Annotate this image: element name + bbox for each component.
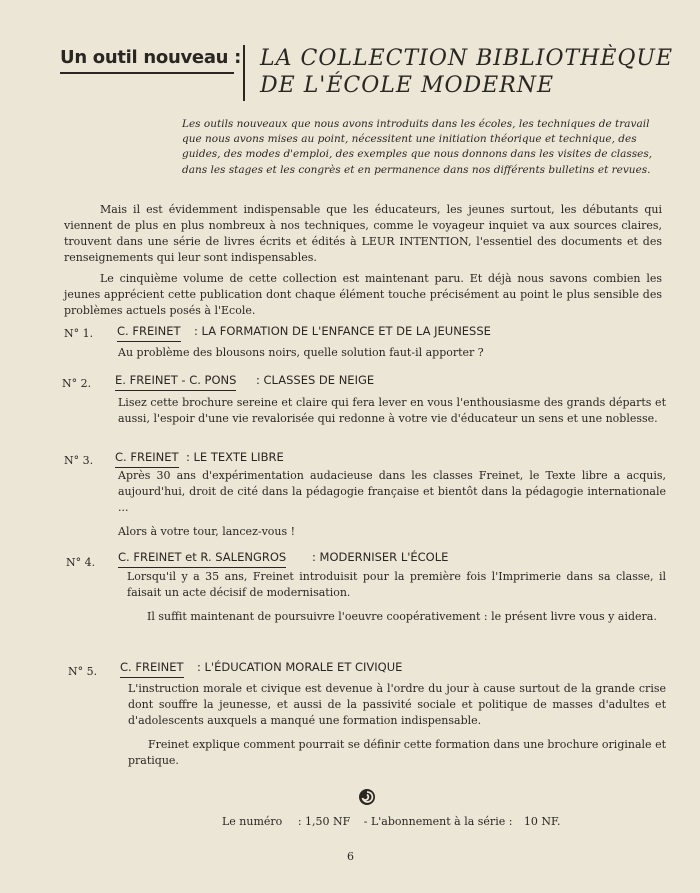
item-title: : L'ÉDUCATION MORALE ET CIVIQUE [197,660,403,674]
item-number: N° 4. [66,556,96,569]
item-desc-text: Il suffit maintenant de poursuivre l'oeuvre coopérativement : le présent livre vous y aidera. [147,610,657,623]
item-author: C. FREINET [120,660,184,678]
item-title: : LA FORMATION DE L'ENFANCE ET DE LA JEUNESSE [194,324,491,338]
page-number: 6 [347,850,354,863]
item-desc-text: Alors à votre tour, lancez-vous ! [118,525,296,538]
subscription-label: - L'abonnement à la série : [363,815,513,828]
item-description [118,395,666,427]
item-description [118,345,666,361]
item-number: N° 3. [64,454,94,467]
header-title-line2: DE L'ÉCOLE MODERNE [260,73,555,98]
spiral-emblem-icon [357,787,377,807]
item-title: : CLASSES DE NEIGE [256,373,375,387]
header-label: Un outil nouveau : [60,47,242,68]
item-desc-text: Lisez cette brochure sereine et claire qui fera lever en vous l'enthousiasme des grands départs et aussi, l'espoir d'une vie revalorisée qui redonne à votre vie d'éducateur un sens et une noblesse. [118,396,666,425]
paragraph-text: Le cinquième volume de cette collection est maintenant paru. Et déjà nous savons combien les jeunes apprécient cette publication dont chaque élément touche précisément au point le plus sensible des problèmes actuels posés à l'Ecole. [64,272,662,317]
item-number: N° 5. [68,665,98,678]
header-label-underline [60,72,234,74]
item-description [127,569,666,625]
item-description [128,681,666,769]
item-author: E. FREINET - C. PONS [115,373,236,391]
item-number: N° 1. [64,327,94,340]
item-author: C. FREINET et R. SALENGROS [118,550,286,568]
item-title: : LE TEXTE LIBRE [186,450,284,464]
item-desc-text: L'instruction morale et civique est devenue à l'ordre du jour à cause surtout de la grande crise dont souffre la jeunesse, et aussi de la passivité sociale et politique de masses d'adultes et d'adolescents auxquels a manqué une formation indispensable. [128,682,666,727]
intro-paragraph [182,117,660,178]
item-description [118,468,666,540]
item-desc-text: Freinet explique comment pourrait se définir cette formation dans une brochure originale et pratique. [128,738,666,767]
body-paragraph-1 [64,202,662,266]
item-title: : MODERNISER L'ÉCOLE [312,550,449,564]
subscription-value: 10 NF. [523,815,561,828]
item-number: N° 2. [62,377,92,390]
header-title-line1: LA COLLECTION BIBLIOTHÈQUE [260,46,674,71]
price-value: : 1,50 NF [297,815,351,828]
item-author: C. FREINET [117,324,181,342]
paragraph-text: Mais il est évidemment indispensable que les éducateurs, les jeunes surtout, les débutants qui viennent de plus en plus nombreux à nos techniques, comme le voyageur inquiet va aux sources claires, trouvent dans une série de livres écrits et édités à LEUR INTENTION, l'essentiel des documents et des renseignements qui leur sont indispensables. [64,203,662,264]
header-divider [243,45,245,101]
item-desc-text: Au problème des blousons noirs, quelle solution faut-il apporter ? [118,346,484,359]
footer-price-line [222,815,560,828]
item-desc-text: Après 30 ans d'expérimentation audacieuse dans les classes Freinet, le Texte libre a acquis, aujourd'hui, droit de cité dans la pédagogie française et bientôt dans la pédagogie internationale ... [118,469,666,514]
body-paragraph-2 [64,271,662,319]
item-desc-text: Lorsqu'il y a 35 ans, Freinet introduisit pour la première fois l'Imprimerie dans sa classe, il faisait un acte décisif de modernisation. [127,570,666,599]
price-label: Le numéro [222,815,283,828]
intro-text: Les outils nouveaux que nous avons introduits dans les écoles, les techniques de travail que nous avons mises au point, nécessitent une initiation théorique et technique, des guides, des modes d'emploi, des exemples que nous donnons dans les visites de classes, dans les stages et les congrès et en permanence dans nos différents bulletins et revues. [182,118,653,176]
header-title [260,45,673,99]
item-author: C. FREINET [115,450,179,468]
